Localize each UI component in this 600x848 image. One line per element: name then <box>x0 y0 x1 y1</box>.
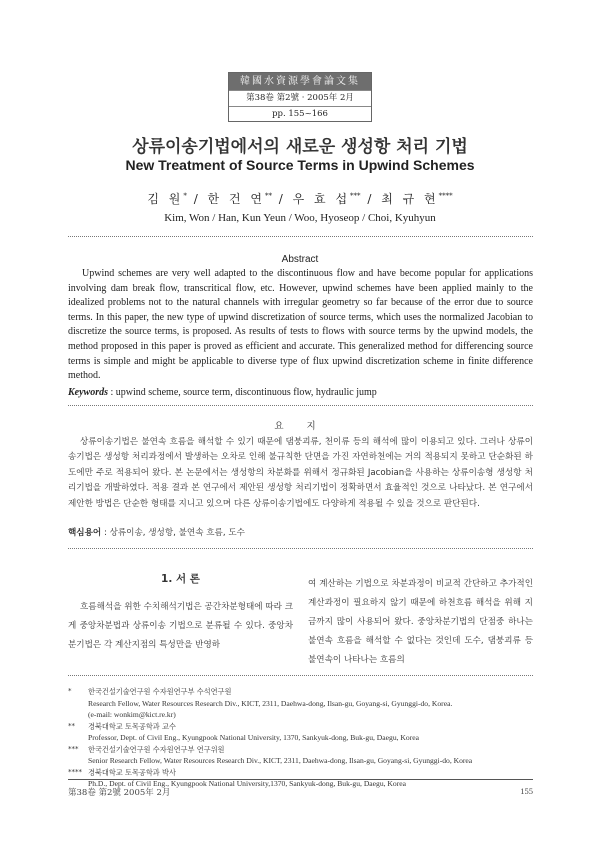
author-separator: / <box>271 192 293 206</box>
author-separator: / <box>360 192 382 206</box>
page-number: 155 <box>520 786 533 796</box>
divider <box>68 236 533 237</box>
summary-heading: 요 지 <box>274 421 326 432</box>
footnote-english: Research Fellow, Water Resources Research Div., KICT, 2311, Daehwa-dong, Ilsan-gu, Goyang-si, Gyunggi-do, Korea. <box>88 698 453 708</box>
footnote-english: Senior Research Fellow, Water Resources Research Div., KICT, 2311, Daehwa-dong, Ilsan-gu, Goyang-si, Gyunggi-do, Korea <box>88 756 473 765</box>
journal-info-box <box>228 72 372 122</box>
footnotes <box>68 686 538 790</box>
journal-pages: pp. 155~166 <box>272 109 328 119</box>
abstract-body: Upwind schemes are very well adapted to the discontinuous flow and have become popular for applications involving dam break flow, transcritical flow, etc. However, upwind schemes have been applied mainly to the idealized problems not to the natural channels with irregular geometry so far because of the error due to source terms. In this paper, the new type of upwind discretization of source terms, which uses the normalized Jacobian to discretize the source terms, is proposed. As results of tests to flows with source terms by the upwind models, the method proposed in this paper is proved as efficient and accurate. This generalized method for differencing source terms is simple and might be applicable to diverse type of flux upwind discretization scheme in finite difference method. <box>68 268 533 382</box>
journal-name: 韓國水資源學會論文集 <box>229 73 371 90</box>
author-name: 김 원 <box>147 192 184 206</box>
footnote-korean: 경북대학교 토목공학과 박사 <box>88 767 176 777</box>
author-mark: * <box>183 192 187 200</box>
footnote <box>68 686 538 721</box>
divider <box>68 405 533 406</box>
korean-keywords-label: 핵심용어 <box>68 528 102 538</box>
footnote-mark: *** <box>68 744 79 753</box>
authors-korean <box>0 190 600 207</box>
footnote-english: Ph.D., Dept. of Civil Eng., Kyungpook National University,1370, Sankyuk-dong, Buk-gu, Daegu, Korea <box>88 779 406 788</box>
section-heading: 1. 서 론 <box>161 573 200 585</box>
footnote-korean: 경북대학교 토목공학과 교수 <box>88 721 176 731</box>
journal-volume: 第38卷 第2號 · 2005年 2月 <box>229 90 371 107</box>
divider <box>68 548 533 549</box>
footer-issue: 第38卷 第2號 2005年 2月 <box>68 788 171 798</box>
summary-body: 상류이송기법은 불연속 흐름을 해석할 수 있기 때문에 댐붕괴류, 천이류 등의 해석에 많이 이용되고 있다. 그러나 상류이송기법은 생성항 처리과정에서 발생하는 오차로 인해 불규칙한 단면을 가진 자연하천에는 거의 적용되지 못하고 단순화된 하도에만 주로 적용되어 왔다. 본 논문에서는 생성항의 차분화를 위해서 정규화된 Jacobian을 사용하는 상류이송형 생성항 처리기법을 개발하였다. 적용 결과 본 연구에서 제안된 생성항 처리기법이 정확하면서 효율적인 것으로 나타났다. 본 연구에서 제안한 방법은 단순한 형태를 지니고 있으며 다른 상류이송기법에도 다양하게 적용될 수 있을 것으로 판단된다. <box>68 437 533 509</box>
footnote-english: Professor, Dept. of Civil Eng., Kyungpook National University, 1370, Sankyuk-dong, Buk-gu, Daegu, Korea <box>88 733 419 742</box>
body-right-column: 여 계산하는 기법으로 차분과정이 비교적 간단하고 추가적인 계산과정이 필요하지 않기 때문에 하천흐름 해석을 위해 지금까지 많이 사용되어 왔다. 중앙차분기법의 단점중 하나는 불연속 흐름을 해석할 수 없다는 것인데 도수, 댐붕괴류 등 불연속이 나타나는 흐름의 <box>308 579 533 665</box>
footnote <box>68 721 538 744</box>
footer-rule <box>68 779 533 780</box>
author-separator: / <box>186 192 208 206</box>
authors-english: Kim, Won / Han, Kun Yeun / Woo, Hyoseop / Choi, Kyuhyun <box>164 212 436 224</box>
footnote-korean: 한국건설기술연구원 수자원연구부 수석연구원 <box>88 687 232 696</box>
footnote-korean: 한국건설기술연구원 수자원연구부 연구위원 <box>88 744 225 754</box>
footnote-divider <box>68 675 533 676</box>
keywords-line <box>68 387 533 398</box>
footnote-mark: * <box>68 687 72 695</box>
footnote-mark: ** <box>68 721 75 730</box>
author-name: 한 건 연 <box>207 192 265 206</box>
abstract-heading: Abstract <box>281 254 319 265</box>
title-korean: 상류이송기법에서의 새로운 생성항 처리 기법 <box>132 137 468 157</box>
body-left-column: 흐름해석을 위한 수치해석기법은 공간차분형태에 따라 크게 중앙차분법과 상류이송 기법으로 분류될 수 있다. 중앙차분기법은 각 계산지점의 특성만을 반영하 <box>68 602 293 650</box>
title-english: New Treatment of Source Terms in Upwind Schemes <box>125 157 475 173</box>
author-mark: **** <box>438 192 453 200</box>
footnote-email: (e-mail: wonkim@kict.re.kr) <box>88 710 176 719</box>
footnote <box>68 744 538 767</box>
keywords-label: Keywords <box>68 387 108 398</box>
author-mark: ** <box>264 192 272 200</box>
korean-keywords-text: : 상류이송, 생성항, 불연속 흐름, 도수 <box>101 528 245 538</box>
korean-keywords-line <box>68 526 533 538</box>
keywords-text: : upwind scheme, source term, discontinuous flow, hydraulic jump <box>108 387 377 398</box>
author-mark: *** <box>350 192 361 200</box>
author-name: 최 규 현 <box>381 192 439 206</box>
author-name: 우 효 섭 <box>292 192 351 206</box>
footnote-mark: **** <box>68 767 82 776</box>
